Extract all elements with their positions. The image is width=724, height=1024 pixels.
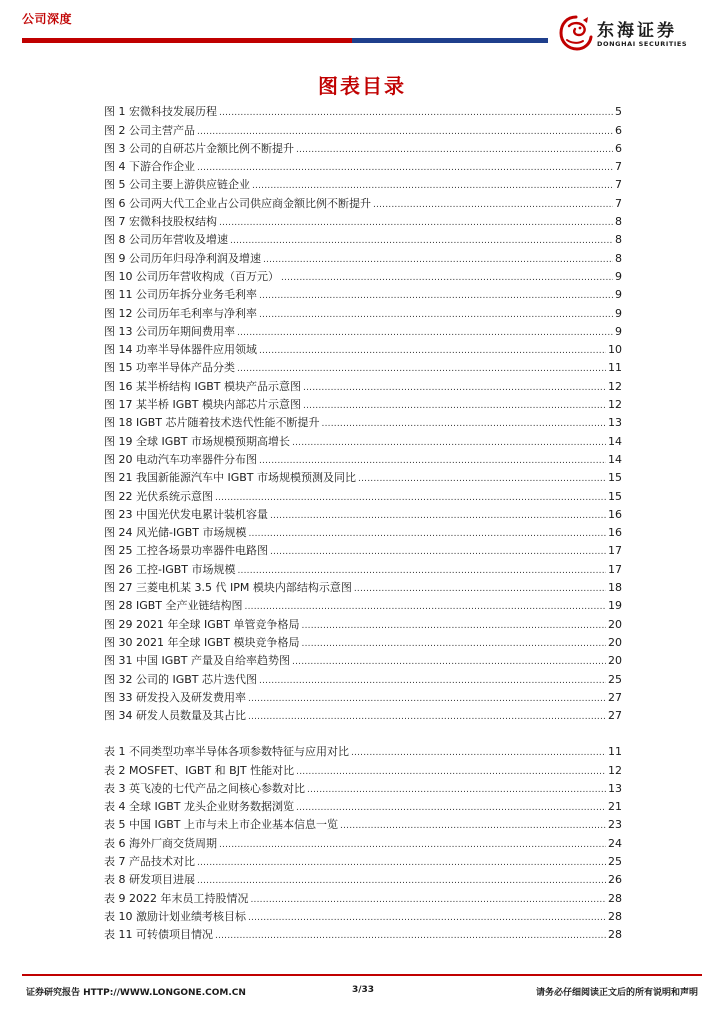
figure-entry[interactable] [104,705,622,723]
leader-dots [248,711,606,723]
table-entry-page: 24 [608,836,622,850]
figure-entry-label: 图 20 电动汽车功率器件分布图 [104,452,257,466]
figure-entry-label: 图 4 下游合作企业 [104,160,195,174]
table-entry[interactable] [104,869,622,887]
leader-dots [322,418,606,430]
figure-entry[interactable] [104,321,622,339]
figure-entry-page: 11 [608,361,622,375]
figure-entry[interactable] [104,650,622,668]
figure-entry-label: 图 26 工控-IGBT 市场规模 [104,562,236,576]
table-entry-label: 表 2 MOSFET、IGBT 和 BJT 性能对比 [104,763,295,777]
figure-entry-page: 19 [608,599,622,613]
report-type-label: 公司深度 [22,12,73,26]
leader-dots [270,510,606,522]
leader-dots [303,400,606,412]
figure-entry[interactable] [104,687,622,705]
table-entry-label: 表 5 中国 IGBT 上市与未上市企业基本信息一览 [104,818,339,832]
figure-entry-label: 图 22 光伏系统示意图 [104,489,213,503]
dragon-logo-icon [557,14,595,52]
figure-entry-label: 图 3 公司的自研芯片金额比例不断提升 [104,141,294,155]
table-entry-label: 表 8 研发项目进展 [104,873,195,887]
figure-entry-label: 图 12 公司历年毛利率与净利率 [104,306,257,320]
leader-dots [351,747,606,759]
figure-entry-label: 图 6 公司两大代工企业占公司供应商金额比例不断提升 [104,196,371,210]
figure-entry[interactable] [104,558,622,576]
table-entry-page: 26 [608,873,622,887]
leader-dots [252,180,613,192]
leader-dots [197,875,606,887]
figure-entry-label: 图 21 我国新能源汽车中 IGBT 市场规模预测及同比 [104,471,357,485]
figure-entry[interactable] [104,522,622,540]
figure-entry-page: 8 [615,233,622,247]
figure-entry-page: 13 [608,416,622,430]
figure-entry[interactable] [104,668,622,686]
figure-entry[interactable] [104,375,622,393]
figure-entry[interactable] [104,229,622,247]
figure-entry[interactable] [104,247,622,265]
figure-entry-page: 10 [608,343,622,357]
figure-entry-label: 图 34 研发人员数量及其占比 [104,709,246,723]
table-entry-label: 表 11 可转债项目情况 [104,928,213,942]
figure-entry-label: 图 24 风光储-IGBT 市场规模 [104,526,247,540]
figure-entry-page: 7 [615,196,622,210]
figure-entry-label: 图 11 公司历年拆分业务毛利率 [104,288,257,302]
table-entry[interactable] [104,778,622,796]
figure-entry[interactable] [104,138,622,156]
figure-entry[interactable] [104,119,622,137]
figure-entry-page: 15 [608,471,622,485]
leader-dots [296,766,606,778]
figure-entry-label: 图 25 工控各场景功率器件电路图 [104,544,268,558]
leader-dots [281,272,613,284]
leader-dots [296,802,606,814]
figure-entry-page: 6 [615,123,622,137]
leader-dots [340,820,606,832]
figure-entry[interactable] [104,101,622,119]
leader-dots [245,601,606,613]
figure-entry[interactable] [104,449,622,467]
leader-dots [197,857,606,869]
table-entry-label: 表 1 不同类型功率半导体各项参数特征与应用对比 [104,745,349,759]
leader-dots [248,693,606,705]
page-number: 3/33 [352,985,375,995]
leader-dots [373,199,613,211]
table-entry[interactable] [104,796,622,814]
leader-dots [302,620,606,632]
figure-entry-label: 图 19 全球 IGBT 市场规模预期高增长 [104,434,291,448]
header-rule-red [22,38,352,43]
leader-dots [237,327,613,339]
table-entry[interactable] [104,814,622,832]
figure-entry-page: 16 [608,507,622,521]
table-entry-page: 28 [608,909,622,923]
figure-entry-page: 12 [608,398,622,412]
figure-entry-label: 图 31 中国 IGBT 产量及自给率趋势图 [104,654,291,668]
leader-dots [263,254,613,266]
figure-entry[interactable] [104,266,622,284]
leader-dots [250,894,606,906]
figure-entry-label: 图 7 宏微科技股权结构 [104,215,217,229]
figure-entry-label: 图 18 IGBT 芯片随着技术迭代性能不断提升 [104,416,320,430]
leader-dots [259,290,613,302]
table-entry-page: 13 [608,781,622,795]
leader-dots [197,126,613,138]
leader-dots [292,656,606,668]
figure-entry-label: 图 5 公司主要上游供应链企业 [104,178,250,192]
table-entry[interactable] [104,741,622,759]
table-entry[interactable] [104,759,622,777]
table-entry-label: 表 6 海外厂商交货周期 [104,836,217,850]
table-entry[interactable] [104,832,622,850]
table-entry-page: 28 [608,891,622,905]
figure-entry-page: 12 [608,379,622,393]
leader-dots [354,583,606,595]
figure-entry-label: 图 27 三菱电机某 3.5 代 IPM 模块内部结构示意图 [104,581,352,595]
figure-entry[interactable] [104,211,622,229]
leader-dots [259,455,606,467]
leader-dots [249,528,607,540]
figure-entry-page: 25 [608,672,622,686]
leader-dots [259,309,613,321]
figure-entry-page: 8 [615,251,622,265]
table-entry[interactable] [104,851,622,869]
table-entry[interactable] [104,887,622,905]
leader-dots [219,217,613,229]
leader-dots [303,382,606,394]
figure-entry-page: 9 [615,306,622,320]
figure-entry-label: 图 1 宏微科技发展历程 [104,105,217,119]
figure-entry-label: 图 32 公司的 IGBT 芯片迭代图 [104,672,258,686]
figure-entry-page: 20 [608,635,622,649]
leader-dots [292,437,606,449]
figure-entry[interactable] [104,174,622,192]
figure-entry-label: 图 29 2021 年全球 IGBT 单管竞争格局 [104,617,300,631]
figure-entry-page: 6 [615,141,622,155]
figure-entry[interactable] [104,339,622,357]
figure-entry-page: 20 [608,617,622,631]
figure-entry[interactable] [104,394,622,412]
table-entry-page: 28 [608,928,622,942]
table-entry-page: 23 [608,818,622,832]
figure-entry[interactable] [104,577,622,595]
figure-entry[interactable] [104,504,622,522]
figure-entry[interactable] [104,467,622,485]
figure-entry[interactable] [104,430,622,448]
figure-entry-page: 27 [608,709,622,723]
figure-entry[interactable] [104,284,622,302]
table-entry-label: 表 4 全球 IGBT 龙头企业财务数据浏览 [104,800,295,814]
figure-entry-label: 图 30 2021 年全球 IGBT 模块竞争格局 [104,635,300,649]
figure-entry-label: 图 10 公司历年营收构成（百万元） [104,269,279,283]
figure-entry-page: 27 [608,690,622,704]
figure-entry-label: 图 33 研发投入及研发费用率 [104,690,246,704]
table-entry-page: 11 [608,745,622,759]
table-entry[interactable] [104,924,622,942]
figure-entry-label: 图 16 某半桥结构 IGBT 模块产品示意图 [104,379,302,393]
figure-entry-page: 18 [608,581,622,595]
leader-dots [248,912,606,924]
figure-entry-label: 图 23 中国光伏发电累计装机容量 [104,507,268,521]
figure-entry-page: 9 [615,269,622,283]
figure-entry-page: 9 [615,324,622,338]
figure-entry-page: 15 [608,489,622,503]
header-rule-blue [352,38,548,43]
leader-dots [358,473,606,485]
figure-entry-page: 8 [615,215,622,229]
figure-entry[interactable] [104,595,622,613]
logo-chinese-name: 东海证券 [597,21,677,41]
figure-list [104,101,622,723]
figure-entry[interactable] [104,412,622,430]
figure-entry[interactable] [104,485,622,503]
leader-dots [270,546,606,558]
figure-entry[interactable] [104,540,622,558]
table-entry-label: 表 9 2022 年末员工持股情况 [104,891,249,905]
table-entry-label: 表 3 英飞凌的七代产品之间核心参数对比 [104,781,305,795]
figure-entry-label: 图 28 IGBT 全产业链结构图 [104,599,243,613]
leader-dots [259,675,606,687]
figure-entry-label: 图 2 公司主营产品 [104,123,195,137]
figure-entry-page: 20 [608,654,622,668]
table-entry[interactable] [104,906,622,924]
leader-dots [307,784,606,796]
figure-entry-label: 图 13 公司历年期间费用率 [104,324,235,338]
figure-entry-label: 图 14 功率半导体器件应用领域 [104,343,257,357]
figure-entry[interactable] [104,302,622,320]
leader-dots [302,638,606,650]
figure-entry-label: 图 15 功率半导体产品分类 [104,361,235,375]
figure-entry[interactable] [104,357,622,375]
leader-dots [197,162,613,174]
logo-english-name: DONGHAI SECURITIES [597,40,688,48]
page-title: 图表目录 [318,74,406,98]
figure-entry-page: 14 [608,434,622,448]
table-entry-label: 表 10 激励计划业绩考核目标 [104,909,246,923]
figure-entry-label: 图 9 公司历年归母净利润及增速 [104,251,261,265]
table-entry-page: 21 [608,800,622,814]
leader-dots [215,492,606,504]
leader-dots [215,930,606,942]
leader-dots [230,235,613,247]
table-list [104,741,622,942]
figure-entry[interactable] [104,192,622,210]
leader-dots [238,565,607,577]
figure-entry-label: 图 8 公司历年营收及增速 [104,233,228,247]
figure-entry-page: 16 [608,526,622,540]
leader-dots [259,345,606,357]
figure-entry-page: 5 [615,105,622,119]
table-entry-page: 12 [608,763,622,777]
leader-dots [219,839,606,851]
figure-entry[interactable] [104,156,622,174]
leader-dots [219,107,613,119]
figure-entry-page: 7 [615,178,622,192]
footer-source: 证券研究报告 HTTP://WWW.LONGONE.COM.CN [26,988,246,998]
leader-dots [237,363,606,375]
figure-entry[interactable] [104,613,622,631]
table-entry-page: 25 [608,855,622,869]
figure-entry-page: 14 [608,452,622,466]
figure-entry-page: 17 [608,544,622,558]
table-entry-label: 表 7 产品技术对比 [104,855,195,869]
figure-entry-page: 9 [615,288,622,302]
footer-rule [22,974,702,976]
figure-entry-page: 7 [615,160,622,174]
company-logo [557,14,707,54]
figure-entry-page: 17 [608,562,622,576]
footer-disclaimer: 请务必仔细阅读正文后的所有说明和声明 [535,988,698,998]
figure-entry[interactable] [104,632,622,650]
figure-entry-label: 图 17 某半桥 IGBT 模块内部芯片示意图 [104,398,302,412]
leader-dots [296,144,613,156]
